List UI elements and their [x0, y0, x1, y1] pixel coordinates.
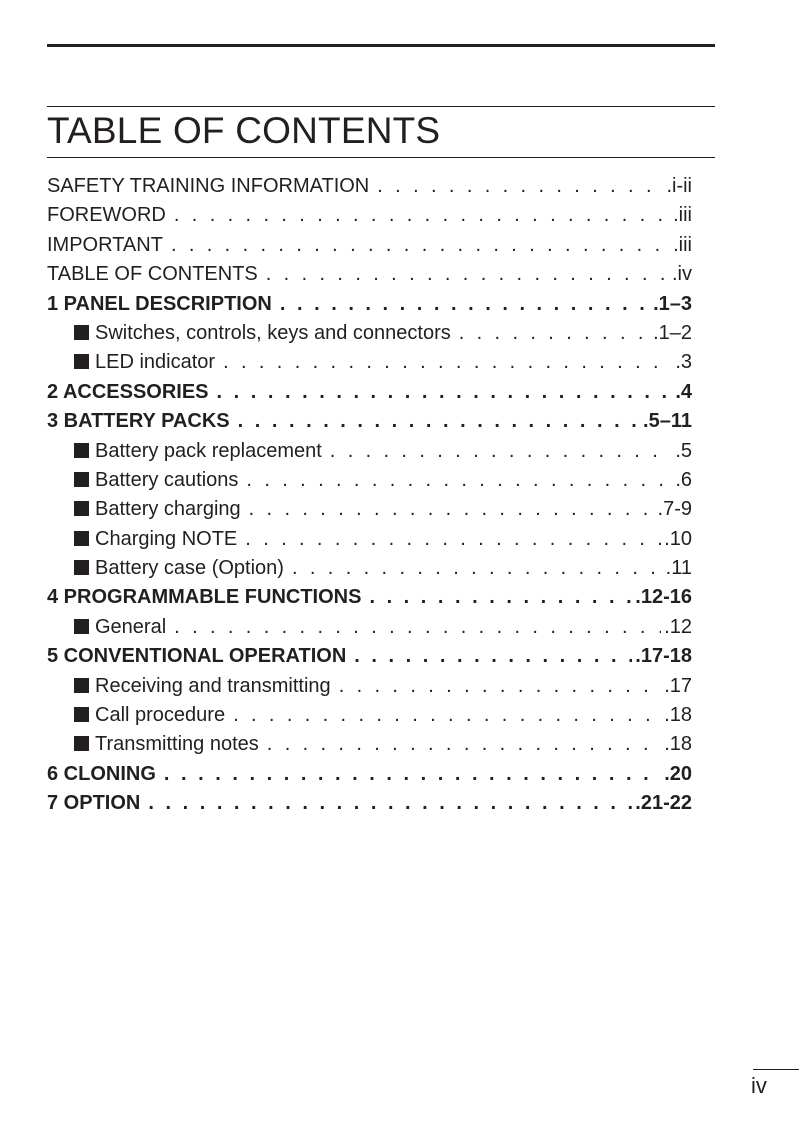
toc-entry-label: FOREWORD [47, 204, 166, 227]
toc-entry-label: 3 BATTERY PACKS [47, 410, 230, 433]
toc-entry-label: 2 ACCESSORIES [47, 380, 209, 403]
toc-entry-page: .17-18 [635, 645, 692, 668]
toc-entry-page: .21-22 [635, 792, 692, 815]
square-bullet-icon [74, 678, 89, 693]
square-bullet-icon [74, 707, 89, 722]
toc-list [47, 172, 692, 819]
toc-entry[interactable] [47, 290, 692, 319]
toc-entry-page: .iv [672, 263, 692, 286]
dot-leader [148, 789, 632, 818]
toc-entry[interactable] [47, 407, 692, 436]
toc-entry[interactable] [47, 260, 692, 289]
toc-entry-page: .18 [664, 704, 692, 727]
toc-entry[interactable] [47, 319, 692, 348]
dot-leader [217, 378, 673, 407]
toc-entry-page: .4 [675, 380, 692, 403]
toc-entry-label: Charging NOTE [95, 527, 238, 550]
toc-entry-page: .iii [673, 204, 692, 227]
toc-entry-label: IMPORTANT [47, 233, 163, 256]
square-bullet-icon [74, 354, 89, 369]
square-bullet-icon [74, 443, 89, 458]
toc-entry-page: .i-ii [666, 175, 692, 197]
toc-entry[interactable] [47, 760, 692, 789]
toc-entry-label: Call procedure [95, 704, 226, 727]
toc-entry[interactable] [47, 172, 692, 201]
dot-leader [249, 495, 655, 524]
dot-leader [459, 319, 650, 348]
dot-leader [246, 466, 672, 495]
dot-leader [377, 172, 663, 201]
toc-entry-page: .5 [675, 439, 692, 462]
toc-entry[interactable] [47, 201, 692, 230]
toc-entry-page: .20 [664, 762, 692, 785]
toc-entry-label: Battery charging [95, 498, 241, 521]
square-bullet-icon [74, 560, 89, 575]
toc-entry[interactable] [47, 495, 692, 524]
dot-leader [369, 583, 632, 612]
toc-entry[interactable] [47, 437, 692, 466]
square-bullet-icon [74, 472, 89, 487]
toc-entry-label: Battery pack replacement [95, 439, 322, 462]
toc-entry[interactable] [47, 613, 692, 642]
toc-entry-page: .3 [675, 351, 692, 374]
toc-entry-label: 1 PANEL DESCRIPTION [47, 292, 272, 315]
toc-entry[interactable] [47, 525, 692, 554]
toc-entry[interactable] [47, 348, 692, 377]
toc-entry-page: .7-9 [657, 498, 692, 521]
toc-entry-label: 4 PROGRAMMABLE FUNCTIONS [47, 586, 362, 609]
square-bullet-icon [74, 531, 89, 546]
toc-entry-page: .5–11 [643, 410, 692, 433]
dot-leader [233, 701, 661, 730]
toc-entry-page: .6 [675, 468, 692, 491]
toc-entry-label: General [95, 615, 167, 638]
dot-leader [174, 613, 661, 642]
toc-entry[interactable] [47, 554, 692, 583]
square-bullet-icon [74, 736, 89, 751]
toc-entry-page: .17 [664, 674, 692, 697]
square-bullet-icon [74, 501, 89, 516]
dot-leader [245, 525, 661, 554]
dot-leader [330, 437, 673, 466]
toc-entry[interactable] [47, 583, 692, 612]
toc-entry[interactable] [47, 789, 692, 818]
dot-leader [174, 201, 670, 230]
toc-entry-label: 7 OPTION [47, 792, 141, 815]
footer-page-number: iv [751, 1073, 767, 1098]
toc-entry-label: LED indicator [95, 351, 216, 374]
toc-entry-page: .iii [673, 233, 692, 256]
toc-entry[interactable] [47, 466, 692, 495]
toc-entry-label: Transmitting notes [95, 733, 259, 756]
title-rule-top [47, 106, 715, 107]
toc-entry-page: .12-16 [635, 586, 692, 609]
toc-entry-page: .11 [665, 557, 692, 580]
dot-leader [267, 730, 661, 759]
toc-entry-label: Switches, controls, keys and connectors [95, 321, 451, 344]
toc-entry-label: 6 CLONING [47, 762, 156, 785]
footer-rule [753, 1069, 799, 1070]
title-rule-bottom [47, 157, 715, 158]
dot-leader [280, 290, 650, 319]
toc-entry-page: .1–3 [653, 292, 692, 315]
toc-entry-label: TABLE OF CONTENTS [47, 263, 258, 286]
toc-entry[interactable] [47, 378, 692, 407]
dot-leader [223, 348, 672, 377]
square-bullet-icon [74, 619, 89, 634]
toc-entry-page: .12 [664, 615, 692, 638]
toc-entry[interactable] [47, 672, 692, 701]
toc-entry-page: .10 [664, 527, 692, 550]
dot-leader [238, 407, 640, 436]
toc-entry-label: Battery cautions [95, 468, 239, 491]
toc-entry[interactable] [47, 231, 692, 260]
dot-leader [354, 642, 632, 671]
dot-leader [339, 672, 662, 701]
toc-entry-label: Receiving and transmitting [95, 674, 331, 697]
toc-entry-page: .18 [664, 733, 692, 756]
top-rule [47, 44, 715, 47]
toc-entry[interactable] [47, 642, 692, 671]
toc-entry-page: .1–2 [653, 321, 692, 344]
toc-entry-label: SAFETY TRAINING INFORMATION [47, 175, 370, 197]
page-title: TABLE OF CONTENTS [47, 110, 441, 151]
dot-leader [171, 231, 670, 260]
toc-entry-label: 5 CONVENTIONAL OPERATION [47, 645, 347, 668]
dot-leader [164, 760, 661, 789]
toc-entry[interactable] [47, 730, 692, 759]
square-bullet-icon [74, 325, 89, 340]
dot-leader [292, 554, 663, 583]
dot-leader [266, 260, 669, 289]
toc-entry[interactable] [47, 701, 692, 730]
toc-entry-label: Battery case (Option) [95, 557, 284, 580]
